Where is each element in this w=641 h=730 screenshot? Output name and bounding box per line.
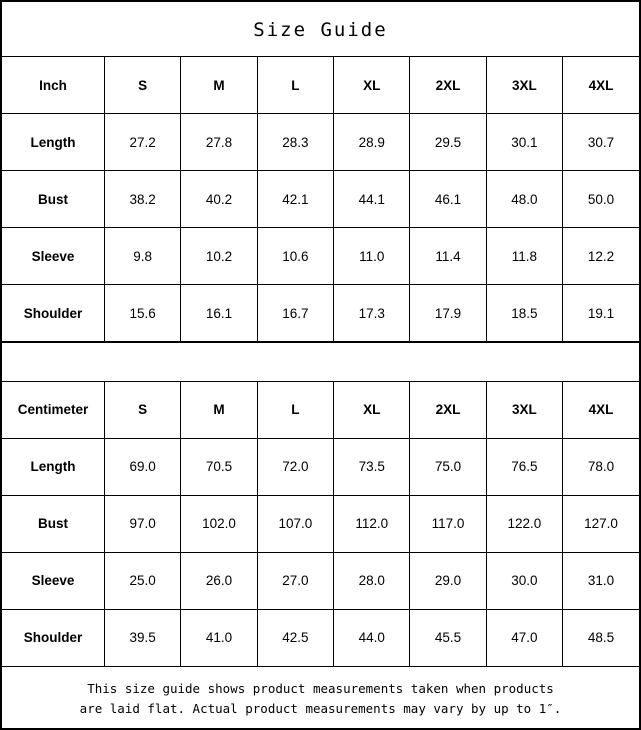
cell-value: 18.5 <box>486 285 562 342</box>
cell-value: 17.9 <box>410 285 486 342</box>
cell-value: 39.5 <box>105 609 181 666</box>
cell-value: 40.2 <box>181 171 257 228</box>
column-header-s: S <box>105 57 181 114</box>
unit-label-inch: Inch <box>2 57 105 114</box>
cell-value: 25.0 <box>105 552 181 609</box>
table-row <box>2 438 639 495</box>
column-header-4xl: 4XL <box>563 382 639 439</box>
table-row <box>2 228 639 285</box>
cell-value: 16.1 <box>181 285 257 342</box>
cell-value: 78.0 <box>563 438 639 495</box>
row-label-bust: Bust <box>2 171 105 228</box>
row-label-length: Length <box>2 438 105 495</box>
row-label-shoulder: Shoulder <box>2 609 105 666</box>
cell-value: 30.7 <box>563 114 639 171</box>
column-header-3xl: 3XL <box>486 382 562 439</box>
cell-value: 16.7 <box>257 285 333 342</box>
cell-value: 122.0 <box>486 495 562 552</box>
cell-value: 11.0 <box>334 228 410 285</box>
cell-value: 70.5 <box>181 438 257 495</box>
cell-value: 10.6 <box>257 228 333 285</box>
cell-value: 76.5 <box>486 438 562 495</box>
cell-value: 19.1 <box>563 285 639 342</box>
inch-size-table <box>2 57 639 341</box>
page-title: Size Guide <box>253 19 388 41</box>
row-label-sleeve: Sleeve <box>2 228 105 285</box>
column-header-xl: XL <box>334 57 410 114</box>
cell-value: 12.2 <box>563 228 639 285</box>
cell-value: 17.3 <box>334 285 410 342</box>
unit-label-centimeter: Centimeter <box>2 382 105 439</box>
cell-value: 48.0 <box>486 171 562 228</box>
cell-value: 27.2 <box>105 114 181 171</box>
column-header-xl: XL <box>334 382 410 439</box>
cell-value: 45.5 <box>410 609 486 666</box>
cell-value: 127.0 <box>563 495 639 552</box>
table-row <box>2 171 639 228</box>
cell-value: 10.2 <box>181 228 257 285</box>
cell-value: 44.1 <box>334 171 410 228</box>
cell-value: 11.4 <box>410 228 486 285</box>
column-header-s: S <box>105 382 181 439</box>
cell-value: 29.0 <box>410 552 486 609</box>
column-header-2xl: 2XL <box>410 57 486 114</box>
cell-value: 38.2 <box>105 171 181 228</box>
footnote-line-1: This size guide shows product measurements taken when products <box>87 681 554 697</box>
table-header-row <box>2 57 639 114</box>
cell-value: 117.0 <box>410 495 486 552</box>
cell-value: 28.3 <box>257 114 333 171</box>
table-gap <box>2 343 639 381</box>
table-row <box>2 609 639 666</box>
column-header-2xl: 2XL <box>410 382 486 439</box>
footnote <box>2 667 639 728</box>
cell-value: 102.0 <box>181 495 257 552</box>
row-label-bust: Bust <box>2 495 105 552</box>
row-label-length: Length <box>2 114 105 171</box>
centimeter-size-table <box>2 382 639 666</box>
table-row <box>2 285 639 342</box>
column-header-m: M <box>181 57 257 114</box>
cell-value: 48.5 <box>563 609 639 666</box>
cell-value: 72.0 <box>257 438 333 495</box>
cell-value: 28.0 <box>334 552 410 609</box>
cell-value: 42.1 <box>257 171 333 228</box>
cell-value: 11.8 <box>486 228 562 285</box>
cell-value: 28.9 <box>334 114 410 171</box>
column-header-l: L <box>257 57 333 114</box>
cell-value: 107.0 <box>257 495 333 552</box>
cell-value: 27.8 <box>181 114 257 171</box>
cell-value: 69.0 <box>105 438 181 495</box>
cell-value: 26.0 <box>181 552 257 609</box>
column-header-l: L <box>257 382 333 439</box>
table-row <box>2 114 639 171</box>
cell-value: 27.0 <box>257 552 333 609</box>
cell-value: 112.0 <box>334 495 410 552</box>
column-header-m: M <box>181 382 257 439</box>
cell-value: 42.5 <box>257 609 333 666</box>
cell-value: 47.0 <box>486 609 562 666</box>
cell-value: 44.0 <box>334 609 410 666</box>
column-header-3xl: 3XL <box>486 57 562 114</box>
cell-value: 30.0 <box>486 552 562 609</box>
row-label-sleeve: Sleeve <box>2 552 105 609</box>
footnote-line-2: are laid flat. Actual product measurements may vary by up to 1″. <box>79 700 562 716</box>
row-label-shoulder: Shoulder <box>2 285 105 342</box>
cell-value: 9.8 <box>105 228 181 285</box>
cell-value: 50.0 <box>563 171 639 228</box>
cell-value: 31.0 <box>563 552 639 609</box>
table-header-row <box>2 382 639 439</box>
cell-value: 41.0 <box>181 609 257 666</box>
cell-value: 97.0 <box>105 495 181 552</box>
cell-value: 29.5 <box>410 114 486 171</box>
column-header-4xl: 4XL <box>563 57 639 114</box>
cell-value: 73.5 <box>334 438 410 495</box>
cell-value: 75.0 <box>410 438 486 495</box>
cell-value: 46.1 <box>410 171 486 228</box>
cell-value: 30.1 <box>486 114 562 171</box>
table-row <box>2 552 639 609</box>
cell-value: 15.6 <box>105 285 181 342</box>
table-row <box>2 495 639 552</box>
